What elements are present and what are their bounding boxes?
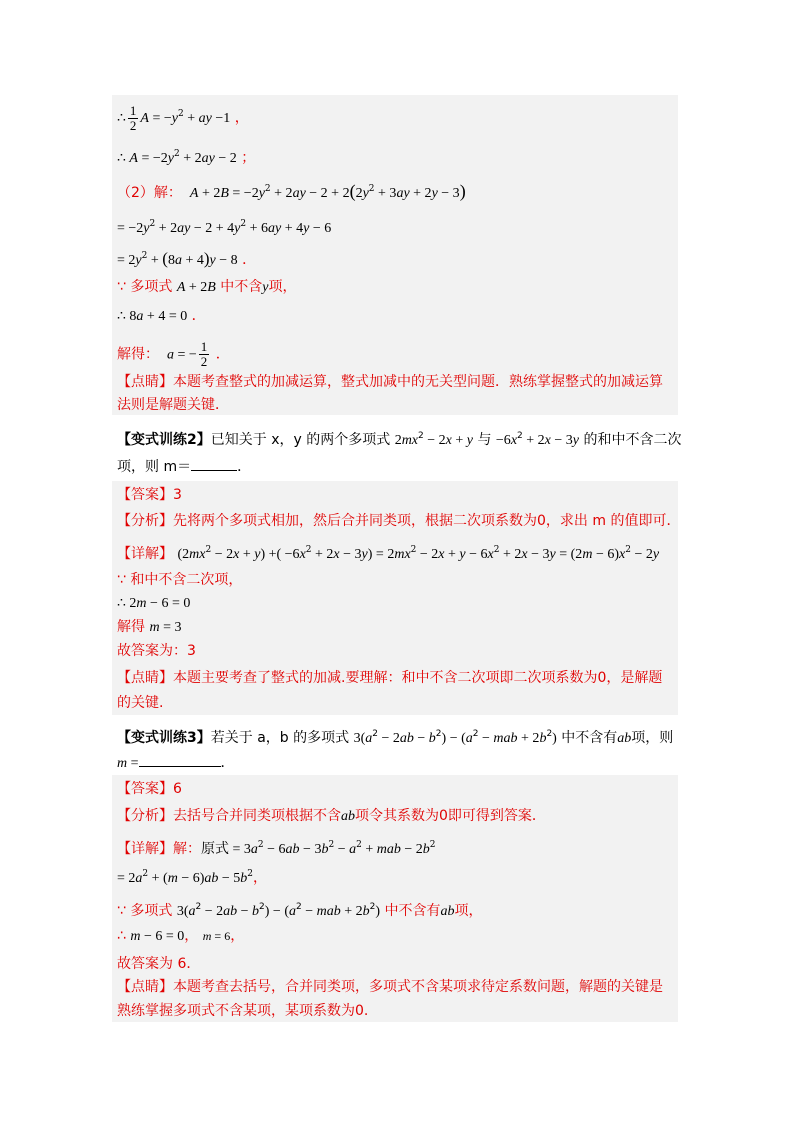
tip-1-line2: 法则是解题关键． <box>117 397 229 413</box>
answer-blank[interactable] <box>191 470 237 471</box>
problem2-step3: 解得 m = 3 <box>117 619 182 635</box>
punct: ， <box>234 110 249 126</box>
problem2-analysis: 【分析】先将两个多项式相加，然后合并同类项，根据二次项系数为0，求出 m 的值即可． <box>117 513 681 529</box>
step-simplify: = $2y^2 + (8a + 4)y - 8$ ． <box>117 249 257 268</box>
problem3-step2: ∵ 多项式 $3(a^2 - 2ab - b^2) - (a^2$ − mab + $2b^2$) 中不含有ab项， <box>117 902 483 919</box>
problem3-step3: ∴ m − 6 = 0， m = 6， <box>117 928 245 944</box>
step-expand: = $-2y^2 + 2ay - 2 + 4y^2 + 6ay + 4y - 6$ <box>117 219 332 236</box>
part2-label: （2）解： <box>117 185 182 201</box>
tip-2-line1: 【点睛】本题主要考查了整式的加减.要理解：和中不含二次项即二次项系数为0，是解题 <box>117 670 663 686</box>
answer-blank[interactable] <box>139 766 221 767</box>
tip-3-line2: 熟练掌握多项式不含某项，某项系数为0. <box>117 1003 369 1019</box>
problem3-step1: = $2a^2 + (m - 6)ab - 5b^2$， <box>117 869 268 886</box>
step-solve: 解得： a = − $\frac{1}{2}$ ． <box>117 339 230 369</box>
tip-2-line2: 的关键. <box>117 695 164 711</box>
punct: ； <box>241 150 256 166</box>
punct: ． <box>215 346 230 363</box>
problem3-detail: 【详解】解：原式 = $3a^2 - 6ab - 3b^2 - a^2$ + mab − $2b^2$ <box>117 840 436 857</box>
step-equation: ∴ 8a + 4 = 0 ． <box>117 308 206 324</box>
tip-1-line1: 【点睛】本题考查整式的加减运算，整式加减中的无关型问题．熟练掌握整式的加减运算 <box>117 374 663 390</box>
problem2-final: 故答案为：3 <box>117 643 196 659</box>
step-no-y: ∵ 多项式 A + 2B 中不含y项， <box>117 279 297 295</box>
problem2-detail: 【详解】 $(2mx^2 - 2x + y)$ +( $-6x^2 + 2x - 3y) = 2mx^2 - 2x + y - 6x^2 + 2x - 3y = (2m - 6)x^2 - 2y$ <box>117 545 660 562</box>
problem2-answer: 【答案】3 <box>117 487 182 503</box>
problem3-question-line1: 【变式训练3】若关于 a，b 的多项式 $3(a^2 - 2ab - b^2) - (a^2$ − mab + $2b^2$) 中不含有ab项，则 <box>117 729 674 746</box>
step-A: ∴ $A = -2y^2 + 2ay - 2$ ； <box>117 149 256 166</box>
problem3-analysis: 【分析】去括号合并同类项根据不含ab项令其系数为0即可得到答案． <box>117 808 546 824</box>
problem2-title: 【变式训练2】 <box>117 432 211 448</box>
problem2-step1: ∵ 和中不含二次项， <box>117 572 243 588</box>
problem2-question-line2: 项，则 m＝ ． <box>117 459 252 475</box>
punct: ． <box>242 252 257 268</box>
problem2-step2: ∴ 2m − 6 = 0 <box>117 596 191 611</box>
step-part2: （2）解： $A + 2B = -2y^2 + 2ay - 2 + 2(2y^2 + 3ay + 2y - 3)$ <box>117 181 466 201</box>
problem2-question-line1: 【变式训练2】已知关于 x，y 的两个多项式 $2mx^2 - 2x + y$ 与 $-6x^2 + 2x - 3y$ 的和中不含二次 <box>117 431 682 448</box>
problem3-final: 故答案为 6． <box>117 956 201 972</box>
step-half-A: ∴ $\frac{1}{2}$ $A = -y^2$ + ay −1 ， <box>117 102 249 133</box>
problem3-answer: 【答案】6 <box>117 781 182 797</box>
tip-3-line1: 【点睛】本题考查去括号，合并同类项，多项式不含某项求待定系数问题，解题的关键是 <box>117 979 663 995</box>
problem3-question-line2: m = ． <box>117 755 235 771</box>
punct: ． <box>191 308 206 324</box>
problem3-title: 【变式训练3】 <box>117 730 211 746</box>
